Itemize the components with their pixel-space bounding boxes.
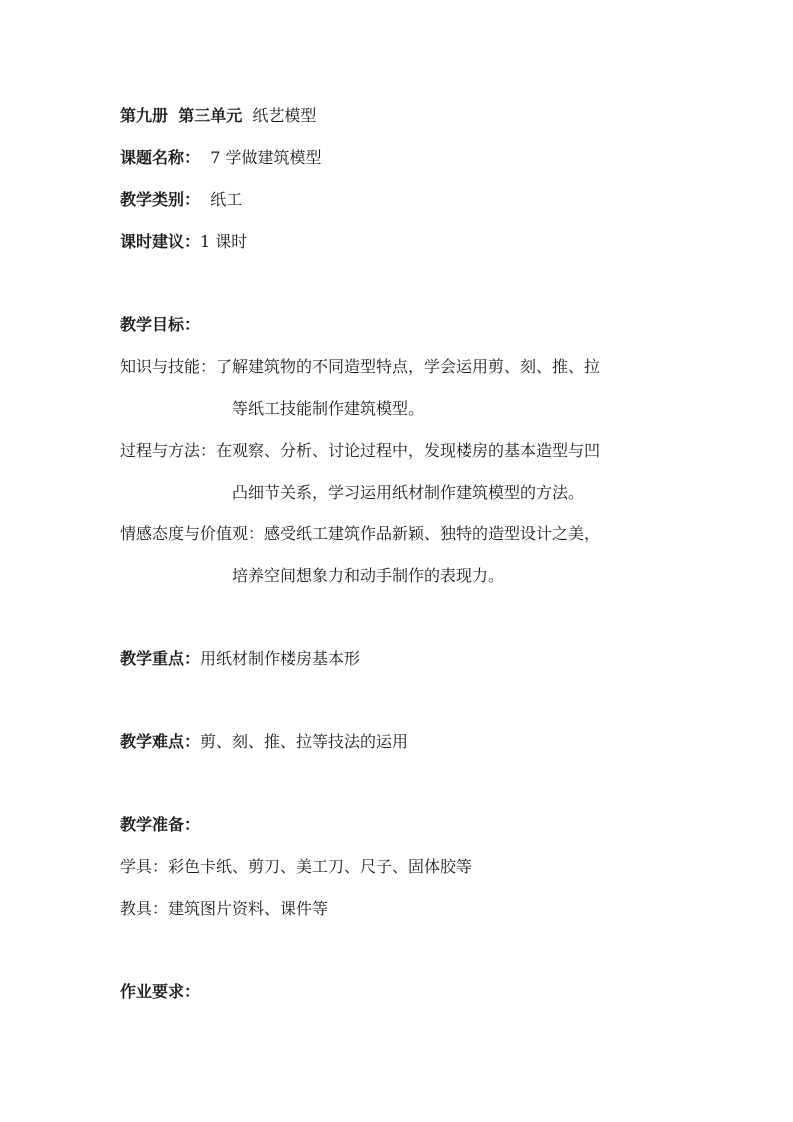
preparation-heading: 教学准备：	[120, 815, 201, 834]
lesson-category-row	[120, 190, 242, 210]
objective-knowledge-text: 了解建筑物的不同造型特点，学会运用剪、刻、推、拉	[216, 357, 601, 376]
teacher-materials-label: 教具：	[120, 899, 169, 918]
objective-process-label: 过程与方法：	[120, 441, 217, 460]
lesson-hours-value: 1 课时	[200, 232, 248, 251]
lesson-title-row	[120, 148, 321, 168]
objective-process	[120, 441, 600, 461]
objective-knowledge	[120, 357, 600, 377]
unit-label: 第三单元	[178, 106, 243, 125]
key-point-row	[120, 649, 360, 669]
lesson-hours-label: 课时建议：	[120, 232, 201, 251]
homework-heading: 作业要求：	[120, 982, 201, 1001]
lesson-title-label: 课题名称：	[120, 148, 201, 167]
unit-topic: 纸艺模型	[252, 106, 317, 125]
teacher-materials-row	[120, 899, 328, 919]
objective-emotion	[120, 524, 600, 544]
student-materials-value: 彩色卡纸、剪刀、美工刀、尺子、固体胶等	[168, 857, 473, 876]
lesson-category-label: 教学类别：	[120, 190, 201, 209]
objective-emotion-continued: 培养空间想象力和动手制作的表现力。	[232, 566, 505, 585]
book-label: 第九册	[120, 106, 169, 125]
student-materials-row	[120, 857, 472, 877]
objectives-heading: 教学目标：	[120, 315, 201, 334]
objective-process-text: 在观察、分析、讨论过程中，发现楼房的基本造型与凹	[216, 441, 601, 460]
lesson-category-value: 纸工	[210, 190, 243, 209]
difficulty-label: 教学难点：	[120, 732, 201, 751]
student-materials-label: 学具：	[120, 857, 169, 876]
objective-emotion-label: 情感态度与价值观：	[120, 524, 265, 543]
lesson-hours-row	[120, 232, 247, 252]
unit-header	[120, 106, 316, 126]
objective-knowledge-label: 知识与技能：	[120, 357, 217, 376]
objective-process-continued: 凸细节关系，学习运用纸材制作建筑模型的方法。	[232, 483, 585, 502]
objective-knowledge-continued: 等纸工技能制作建筑模型。	[232, 399, 425, 418]
lesson-title-value: 7 学做建筑模型	[210, 148, 322, 167]
difficulty-row	[120, 732, 408, 752]
difficulty-value: 剪、刻、推、拉等技法的运用	[200, 732, 409, 751]
teacher-materials-value: 建筑图片资料、课件等	[168, 899, 329, 918]
objective-emotion-text: 感受纸工建筑作品新颖、独特的造型设计之美，	[264, 524, 601, 543]
key-point-value: 用纸材制作楼房基本形	[200, 649, 361, 668]
key-point-label: 教学重点：	[120, 649, 201, 668]
